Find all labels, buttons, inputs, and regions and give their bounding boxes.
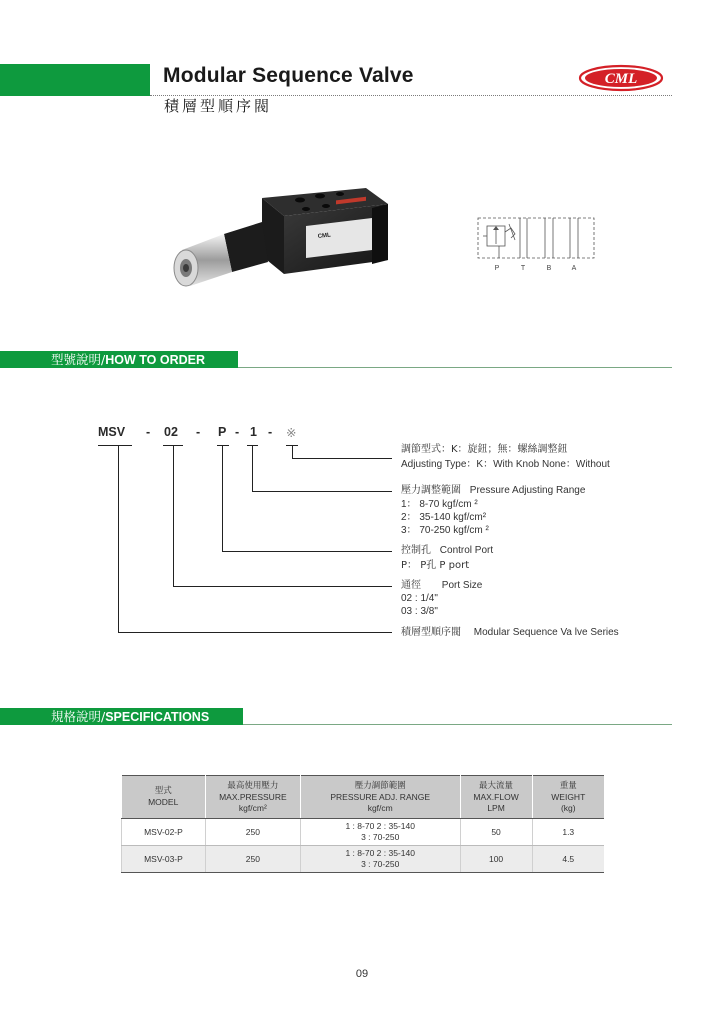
port-size-item-1: 02 : 1/4" — [401, 593, 438, 604]
pressure-range-item-1: 1： 8-70 kgf/cm ² — [401, 499, 478, 510]
port-size-label — [401, 579, 482, 593]
specifications-heading-cn: 規格說明/ — [51, 709, 106, 724]
leader-option-h — [292, 458, 392, 459]
col-weight-cn: 重量 — [559, 780, 577, 791]
code-pressure: 1 — [250, 425, 257, 439]
cell-range — [300, 819, 460, 846]
how-to-order-rule — [238, 367, 672, 368]
control-port-cn: 控制孔 — [401, 545, 431, 556]
how-to-order-heading — [0, 351, 238, 368]
port-size-item-2: 03 : 3/8" — [401, 606, 438, 617]
spec-table — [121, 775, 604, 873]
pressure-range-label — [401, 484, 585, 498]
cell-flow: 100 — [460, 846, 532, 873]
leader-control-v — [222, 445, 223, 552]
cell-range — [300, 846, 460, 873]
cell-weight: 1.3 — [532, 819, 604, 846]
col-weight-en: WEIGHT — [551, 791, 586, 802]
col-header-weight — [532, 776, 604, 819]
leader-control-h — [222, 551, 392, 552]
cell-range-line-1: 1 : 8-70 2 : 35-140 — [345, 848, 415, 858]
code-sep-3: - — [235, 425, 240, 439]
col-flow-cn: 最大流量 — [479, 780, 514, 791]
control-port-en: Control Port — [439, 545, 494, 556]
leader-pressure-h — [252, 491, 392, 492]
table-row — [122, 819, 605, 846]
code-sep-4: - — [268, 425, 273, 439]
series-cn: 積層型順序閥 — [401, 627, 461, 638]
cell-pressure: 250 — [205, 846, 300, 873]
col-header-flow — [460, 776, 532, 819]
col-header-range — [300, 776, 460, 819]
code-sep-1: - — [146, 425, 151, 439]
specifications-rule — [243, 724, 672, 725]
cell-weight: 4.5 — [532, 846, 604, 873]
col-header-model — [122, 776, 206, 819]
leader-size-v — [173, 445, 174, 587]
page-number: 09 — [355, 968, 369, 980]
cell-model: MSV-03-P — [122, 846, 206, 873]
col-weight-unit: (kg) — [560, 802, 576, 813]
port-label-b: B — [546, 265, 552, 272]
leader-size-h — [173, 586, 392, 587]
code-control: P — [218, 425, 227, 439]
pressure-range-en: Pressure Adjusting Range — [469, 485, 586, 496]
specifications-heading-en: SPECIFICATIONS — [105, 710, 210, 724]
pressure-range-item-3: 3： 70-250 kgf/cm ² — [401, 525, 489, 536]
how-to-order-heading-cn: 型號說明/ — [51, 352, 106, 367]
underline-control — [217, 445, 229, 446]
specifications-heading — [0, 708, 243, 725]
product-photo — [160, 182, 400, 294]
code-size: 02 — [164, 425, 178, 439]
col-range-en: PRESSURE ADJ. RANGE — [330, 791, 431, 802]
adjusting-type-en: Adjusting Type：K：With Knob None：Without — [401, 459, 610, 470]
leader-series-h — [118, 632, 392, 633]
underline-series — [98, 445, 132, 446]
code-option: ※ — [286, 425, 297, 440]
hydraulic-symbol — [475, 210, 600, 274]
cell-model: MSV-02-P — [122, 819, 206, 846]
col-header-pressure — [205, 776, 300, 819]
col-model-en: MODEL — [148, 797, 179, 807]
how-to-order-heading-en: HOW TO ORDER — [105, 353, 205, 367]
col-range-unit: kgf/cm — [367, 802, 393, 813]
col-range-cn: 壓力調節範圍 — [354, 780, 406, 791]
port-size-en: Port Size — [441, 580, 483, 591]
control-port-item: P： P孔 P port — [401, 560, 470, 571]
header-green-bar — [0, 64, 150, 96]
page-subtitle: 積層型順序閥 — [164, 97, 273, 115]
adjusting-type-cn: 調節型式：K：旋鈕；無：螺絲調整鈕 — [401, 444, 568, 455]
product-label-text: CML — [317, 232, 332, 240]
spec-header-row — [122, 776, 605, 819]
pressure-range-cn: 壓力調整範圍 — [401, 485, 461, 496]
col-model-cn: 型式 — [154, 786, 172, 796]
control-port-label — [401, 544, 493, 558]
series-label — [401, 626, 619, 640]
leader-pressure-v — [252, 445, 253, 492]
cell-range-line-2: 3 : 70-250 — [361, 859, 400, 869]
cell-pressure: 250 — [205, 819, 300, 846]
col-pressure-cn: 最高使用壓力 — [227, 780, 279, 791]
code-sep-2: - — [196, 425, 201, 439]
col-flow-en: MAX.FLOW — [473, 791, 519, 802]
port-size-cn: 通徑 — [401, 580, 421, 591]
cell-range-line-1: 1 : 8-70 2 : 35-140 — [345, 821, 415, 831]
col-pressure-en: MAX.PRESSURE — [219, 791, 287, 802]
code-series: MSV — [98, 425, 126, 439]
cell-range-line-2: 3 : 70-250 — [361, 832, 400, 842]
col-pressure-unit: kgf/cm² — [238, 802, 267, 813]
pressure-range-item-2: 2： 35-140 kgf/cm² — [401, 512, 487, 523]
leader-option-v — [292, 445, 293, 459]
logo-text: CML — [604, 71, 638, 87]
cml-logo — [578, 64, 664, 92]
table-row — [122, 846, 605, 873]
page-title: Modular Sequence Valve — [163, 64, 414, 87]
port-label-t: T — [520, 265, 526, 272]
port-label-p: P — [494, 265, 500, 272]
port-label-a: A — [571, 265, 577, 272]
col-flow-unit: LPM — [487, 802, 505, 813]
series-en: Modular Sequence Va lve Series — [473, 627, 619, 638]
leader-series-v — [118, 445, 119, 633]
cell-flow: 50 — [460, 819, 532, 846]
